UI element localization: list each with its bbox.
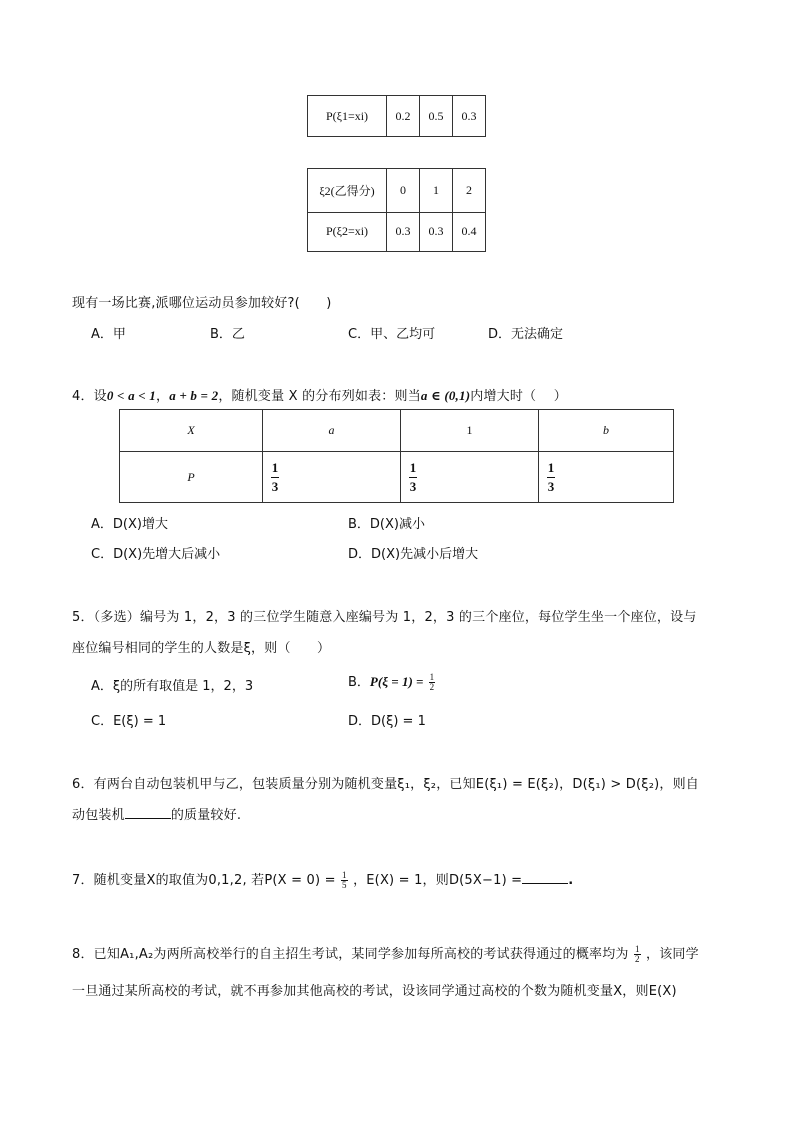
table2-cell: 0.3 <box>420 212 453 251</box>
q8-stem-line1: 8．已知A₁,A₂为两所高校举行的自主招生考试，某同学参加每所高校的考试获得通过的概率均为 $\frac{1}{2}$ ，该同学 <box>72 944 699 964</box>
table2-cell: 2 <box>453 169 486 213</box>
q4-table-header: b <box>539 410 674 452</box>
q5-option-a: A．ξ的所有取值是 1，2，3 <box>91 679 254 694</box>
q4-option-d: D．D(X)先减小后增大 <box>348 547 479 562</box>
fraction: $\frac{1}{2}$ <box>429 672 435 692</box>
q6-stem-line2: 动包装机 的质量较好. <box>72 808 242 823</box>
table1-cell: 0.5 <box>420 96 453 137</box>
q5-option-b: B．P(ξ = 1) = $\frac{1}{2}$ <box>348 672 435 692</box>
q4-table-header: a <box>263 410 401 452</box>
fraction: $\frac{1}{5}$ <box>342 870 347 890</box>
q3-option-a: A．甲 <box>91 327 126 342</box>
table2-cell: 1 <box>420 169 453 213</box>
q8-stem-line2: 一旦通过某所高校的考试，就不再参加其他高校的考试，设该同学通过高校的个数为随机变量X，则E(X) <box>72 984 677 999</box>
q4-table-p-label: P <box>120 452 263 503</box>
q4-option-c: C．D(X)先增大后减小 <box>91 547 221 562</box>
q7-stem: 7．随机变量X的取值为0,1,2, 若P(X = 0) = $\frac{1}{5}$ ，E(X) = 1，则D(5X−1) = . <box>72 870 574 890</box>
q5-stem-line2: 座位编号相同的学生的人数是ξ，则（ ） <box>72 641 331 656</box>
q4-table-header: 1 <box>401 410 539 452</box>
table2-cell: 0 <box>387 169 420 213</box>
q6-stem-line1: 6．有两台自动包装机甲与乙，包装质量分别为随机变量ξ₁，ξ₂，已知E(ξ₁) = E(ξ₂)，D(ξ₁) > D(ξ₂)，则自 <box>72 777 699 792</box>
q4-option-b: B．D(X)减小 <box>348 517 425 532</box>
table1-row-label: P(ξ1=xi) <box>308 96 387 137</box>
table-x-distribution <box>119 409 674 503</box>
q4-option-a: A．D(X)增大 <box>91 517 168 532</box>
table-xi2-distribution <box>307 168 486 252</box>
q3-option-d: D．无法确定 <box>488 327 564 342</box>
q4-condition-1: 0 < a < 1 <box>106 388 156 403</box>
q4-table-header: X <box>120 410 263 452</box>
q3-option-b: B．乙 <box>210 327 245 342</box>
q4-stem: 4．设0 < a < 1，a + b = 2，随机变量 X 的分布列如表：则当a ∈ (0,1)内增大时（ ） <box>72 388 567 404</box>
q5-stem-line1: 5．（多选）编号为 1，2，3 的三位学生随意入座编号为 1，2，3 的三个座位，每位学生坐一个座位，设与 <box>72 610 697 625</box>
table2-cell: 0.4 <box>453 212 486 251</box>
q4-table-cell: $\frac{1}{3}$ <box>401 452 539 503</box>
q4-table-cell: $\frac{1}{3}$ <box>263 452 401 503</box>
q5-option-d: D．D(ξ) = 1 <box>348 714 426 729</box>
fraction: $\frac{1}{2}$ <box>634 944 640 964</box>
q4-condition-2: a + b = 2 <box>169 388 219 403</box>
q4-condition-3: a ∈ (0,1) <box>420 388 471 403</box>
q3-option-c: C．甲、乙均可 <box>348 327 436 342</box>
table1-cell: 0.3 <box>453 96 486 137</box>
table-xi1-distribution <box>307 95 486 137</box>
q5-option-c: C．E(ξ) = 1 <box>91 714 167 729</box>
table1-cell: 0.2 <box>387 96 420 137</box>
q3-stem: 现有一场比赛,派哪位运动员参加较好?( ) <box>72 296 332 311</box>
table2-row1-label: ξ2(乙得分) <box>308 169 387 213</box>
answer-blank <box>522 871 568 884</box>
answer-blank <box>125 806 171 819</box>
q4-table-cell: $\frac{1}{3}$ <box>539 452 674 503</box>
table2-row2-label: P(ξ2=xi) <box>308 212 387 251</box>
table2-cell: 0.3 <box>387 212 420 251</box>
